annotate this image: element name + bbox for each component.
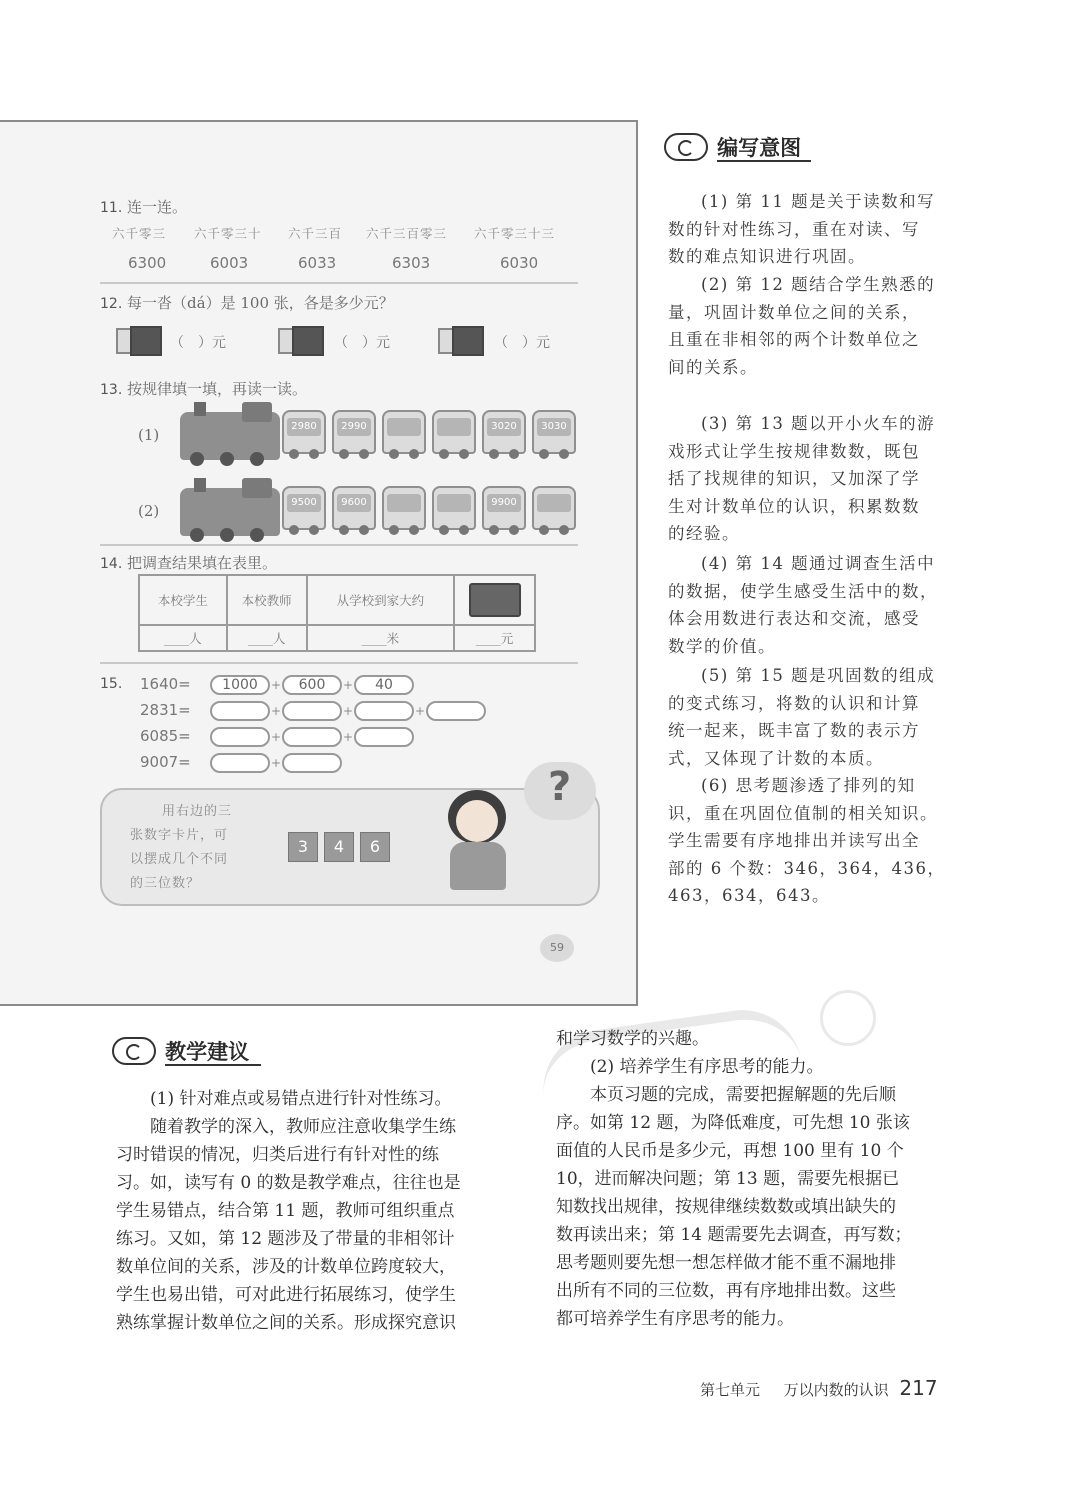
logo-icon (664, 133, 708, 161)
q15-box (210, 701, 270, 721)
sidebar-header (664, 132, 811, 162)
text-line: (1) 针对难点或易错点进行针对性练习。 (150, 1089, 452, 1109)
q15-expr: 2831= (140, 701, 191, 719)
text-line: 戏形式让学生按规律数数，既包 (668, 441, 920, 461)
survey-header: 本校教师 (227, 575, 307, 625)
q15-box (282, 701, 342, 721)
q12-answer-blank: （ ）元 (334, 335, 390, 351)
q15-row: 2831= + + + (140, 700, 486, 721)
q15-box: 1000 (210, 675, 270, 695)
train-car-blank (432, 410, 476, 454)
text-line: 序。如第 12 题，为降低难度，可先想 10 张该 (556, 1113, 910, 1133)
text-line: 数的针对性练习，重在对读、写 (668, 219, 920, 239)
train-row-2 (180, 480, 580, 538)
q15-box (282, 753, 342, 773)
text-line: 学生易错点，结合第 11 题，教师可组织重点 (116, 1201, 455, 1221)
text-line: 括了找规律的知识，又加深了学 (668, 469, 920, 488)
digit-card: 4 (324, 832, 354, 862)
text-line: 间的关系。 (668, 357, 758, 377)
logo-icon (112, 1037, 156, 1065)
text-line: 习。如，读写有 0 的数是教学难点，往往也是 (116, 1173, 461, 1193)
sidebar-paragraph-6 (668, 772, 988, 910)
q11-number: 6003 (210, 254, 249, 272)
train-car-blank (382, 410, 426, 454)
q12-heading: 12. 每一沓（dá）是 100 张，各是多少元？ (100, 294, 394, 312)
text-line: 本页习题的完成，需要把握解题的先后顺 (590, 1085, 896, 1105)
text-line: 练习。又如，第 12 题涉及了带量的非相邻计 (116, 1229, 455, 1249)
banknote-stack-image (112, 326, 164, 354)
q15-box: 40 (354, 675, 414, 695)
text-line: (1) 第 11 题是关于读数和写 (701, 192, 936, 211)
text-line: 的经验。 (668, 524, 740, 543)
train-car: 9900 (482, 486, 526, 530)
q11-match-area (112, 224, 582, 284)
q11-word: 六千零三十 (194, 226, 262, 241)
q11-number: 6033 (298, 254, 337, 272)
thought-cloud (524, 762, 596, 820)
teaching-right-column (556, 1025, 976, 1333)
q12-answer-blank: （ ）元 (494, 335, 550, 351)
text-line: 式，又体现了计数的本质。 (668, 748, 884, 768)
text-line: 数再读出来；第 14 题需要先去调查，再写数； (556, 1225, 912, 1245)
q11-word: 六千零三十三 (474, 226, 556, 241)
text-line: 思考题则要先想一想怎样做才能不重不漏地排 (556, 1253, 896, 1273)
train-car-blank (532, 486, 576, 530)
think-text-line: 的三位数？ (130, 876, 201, 891)
text-line: 量，巩固计数单位之间的关系， (668, 302, 920, 322)
divider (100, 544, 578, 546)
sidebar-paragraph-5 (668, 662, 988, 772)
think-text-line: 张数字卡片，可 (130, 828, 229, 843)
train-car: 3030 (532, 410, 576, 454)
question-mark-icon: ? (548, 764, 572, 810)
divider (100, 662, 578, 664)
survey-header: 本校学生 (139, 575, 227, 625)
q14-heading: 14. 把调查结果填在表里。 (100, 554, 278, 572)
text-line: (3) 第 13 题以开小火车的游 (701, 414, 936, 433)
q15-label: 15. (100, 676, 123, 692)
train-car-blank (382, 486, 426, 530)
text-line: 识，重在巩固位值制的相关知识。 (668, 803, 938, 823)
footer-unit: 第七单元 (700, 1381, 761, 1399)
text-line: 知数找出规律，按规律继续数数或填出缺失的 (556, 1197, 896, 1217)
q15-box (210, 727, 270, 747)
digit-card: 3 (288, 832, 318, 862)
sidebar-title: 编写意图 (717, 136, 811, 162)
q13-row2-label: (2) (138, 502, 160, 520)
q15-expr: 1640= (140, 675, 191, 693)
text-line: 统一起来，既丰富了数的表示方 (668, 721, 920, 740)
text-line: 部的 6 个数：346，364，436， (668, 858, 946, 878)
q15-row: 1640= 1000 + 600 + 40 (140, 674, 414, 695)
sidebar-paragraph-1 (668, 188, 988, 271)
q11-word: 六千三百零三 (366, 226, 448, 241)
teaching-header (112, 1036, 261, 1066)
q15-expr: 9007= (140, 753, 191, 771)
q15-block (100, 674, 580, 784)
train-car: 9600 (332, 486, 376, 530)
think-text-line: 以摆成几个不同 (130, 852, 229, 867)
train-car-blank (432, 486, 476, 530)
text-line: 体会用数进行表达和交流，感受 (668, 609, 920, 628)
sidebar-paragraph-3 (668, 410, 988, 548)
text-line: 数的难点知识进行巩固。 (668, 247, 866, 266)
text-line: 习时错误的情况，归类后进行有针对性的练 (116, 1145, 439, 1165)
train-car: 3020 (482, 410, 526, 454)
text-line: 学生也易出错，可对此进行拓展练习，使学生 (116, 1285, 456, 1305)
survey-header: 从学校到家大约 (307, 575, 454, 625)
text-line: 随着教学的深入，教师应注意收集学生练 (150, 1117, 456, 1137)
q11-number: 6303 (392, 254, 431, 272)
text-line: 学生需要有序地排出并读写出全 (668, 831, 920, 850)
locomotive-image (180, 488, 280, 536)
q15-box (282, 727, 342, 747)
text-line: 面值的人民币是多少元，再想 100 里有 10 个 (556, 1141, 904, 1161)
q11-number: 6300 (128, 254, 167, 272)
q11-heading: 11. 连一连。 (100, 198, 188, 216)
text-line: 数单位间的关系，涉及的计数单位跨度较大， (116, 1257, 456, 1277)
train-car: 9500 (282, 486, 326, 530)
textbook-page-number: 59 (540, 934, 574, 962)
q15-row: 6085= + + (140, 726, 414, 747)
q11-number: 6030 (500, 254, 539, 272)
q11-word: 六千零三 (112, 226, 167, 241)
q15-row: 9007= + (140, 752, 342, 773)
q15-box (426, 701, 486, 721)
survey-blank: ____元 (454, 625, 535, 651)
text-line: 和学习数学的兴趣。 (556, 1029, 709, 1049)
banknote-stack-image (434, 326, 486, 354)
q13-row1-label: (1) (138, 426, 160, 444)
footer-page-number: 217 (899, 1376, 938, 1400)
text-line: (4) 第 14 题通过调查生活中 (701, 554, 936, 573)
survey-table (138, 574, 536, 652)
text-line: 的数据，使学生感受生活中的数， (668, 581, 938, 601)
text-line: 463，634，643。 (668, 886, 830, 905)
text-line: 生对计数单位的认识，积累数数 (668, 496, 920, 516)
think-question-box (100, 764, 600, 906)
microwave-image (454, 575, 535, 625)
survey-blank: ____米 (307, 625, 454, 651)
q12-answer-blank: （ ）元 (170, 335, 226, 351)
q12-notes-row (112, 326, 582, 360)
page-footer (700, 1376, 938, 1400)
sidebar-paragraph-4 (668, 550, 988, 660)
girl-illustration (434, 770, 524, 900)
train-car: 2990 (332, 410, 376, 454)
q15-box (354, 727, 414, 747)
footer-topic: 万以内数的认识 (783, 1381, 889, 1399)
locomotive-image (180, 412, 280, 460)
teaching-left-column (116, 1085, 546, 1337)
text-line: (6) 思考题渗透了排列的知 (701, 776, 916, 795)
text-line: 都可培养学生有序思考的能力。 (556, 1309, 794, 1329)
train-row-1 (180, 404, 580, 462)
survey-blank: ____人 (139, 625, 227, 651)
q15-expr: 6085= (140, 727, 191, 745)
text-line: 数学的价值。 (668, 636, 776, 656)
text-line: 且重在非相邻的两个计数单位之 (668, 330, 920, 349)
digit-card: 6 (360, 832, 390, 862)
q13-heading: 13. 按规律填一填，再读一读。 (100, 380, 308, 398)
text-line: 10，进而解决问题；第 13 题，需要先根据已 (556, 1169, 900, 1189)
q15-box (210, 753, 270, 773)
sidebar-paragraph-2 (668, 271, 988, 381)
text-line: (2) 培养学生有序思考的能力。 (590, 1057, 824, 1077)
banknote-stack-image (274, 326, 326, 354)
teaching-title: 教学建议 (165, 1040, 261, 1066)
divider (100, 282, 578, 284)
q11-word: 六千三百 (288, 226, 343, 241)
text-line: (5) 第 15 题是巩固数的组成 (701, 666, 936, 685)
text-line: 熟练掌握计数单位之间的关系。形成探究意识 (116, 1313, 456, 1333)
text-line: 的变式练习，将数的认识和计算 (668, 693, 920, 713)
think-text-line: 用右边的三 (162, 804, 233, 819)
text-line: (2) 第 12 题结合学生熟悉的 (701, 275, 936, 294)
q15-box: 600 (282, 675, 342, 695)
q15-box (354, 701, 414, 721)
train-car: 2980 (282, 410, 326, 454)
survey-blank: ____人 (227, 625, 307, 651)
text-line: 出所有不同的三位数，再有序地排出数。这些 (556, 1281, 896, 1301)
